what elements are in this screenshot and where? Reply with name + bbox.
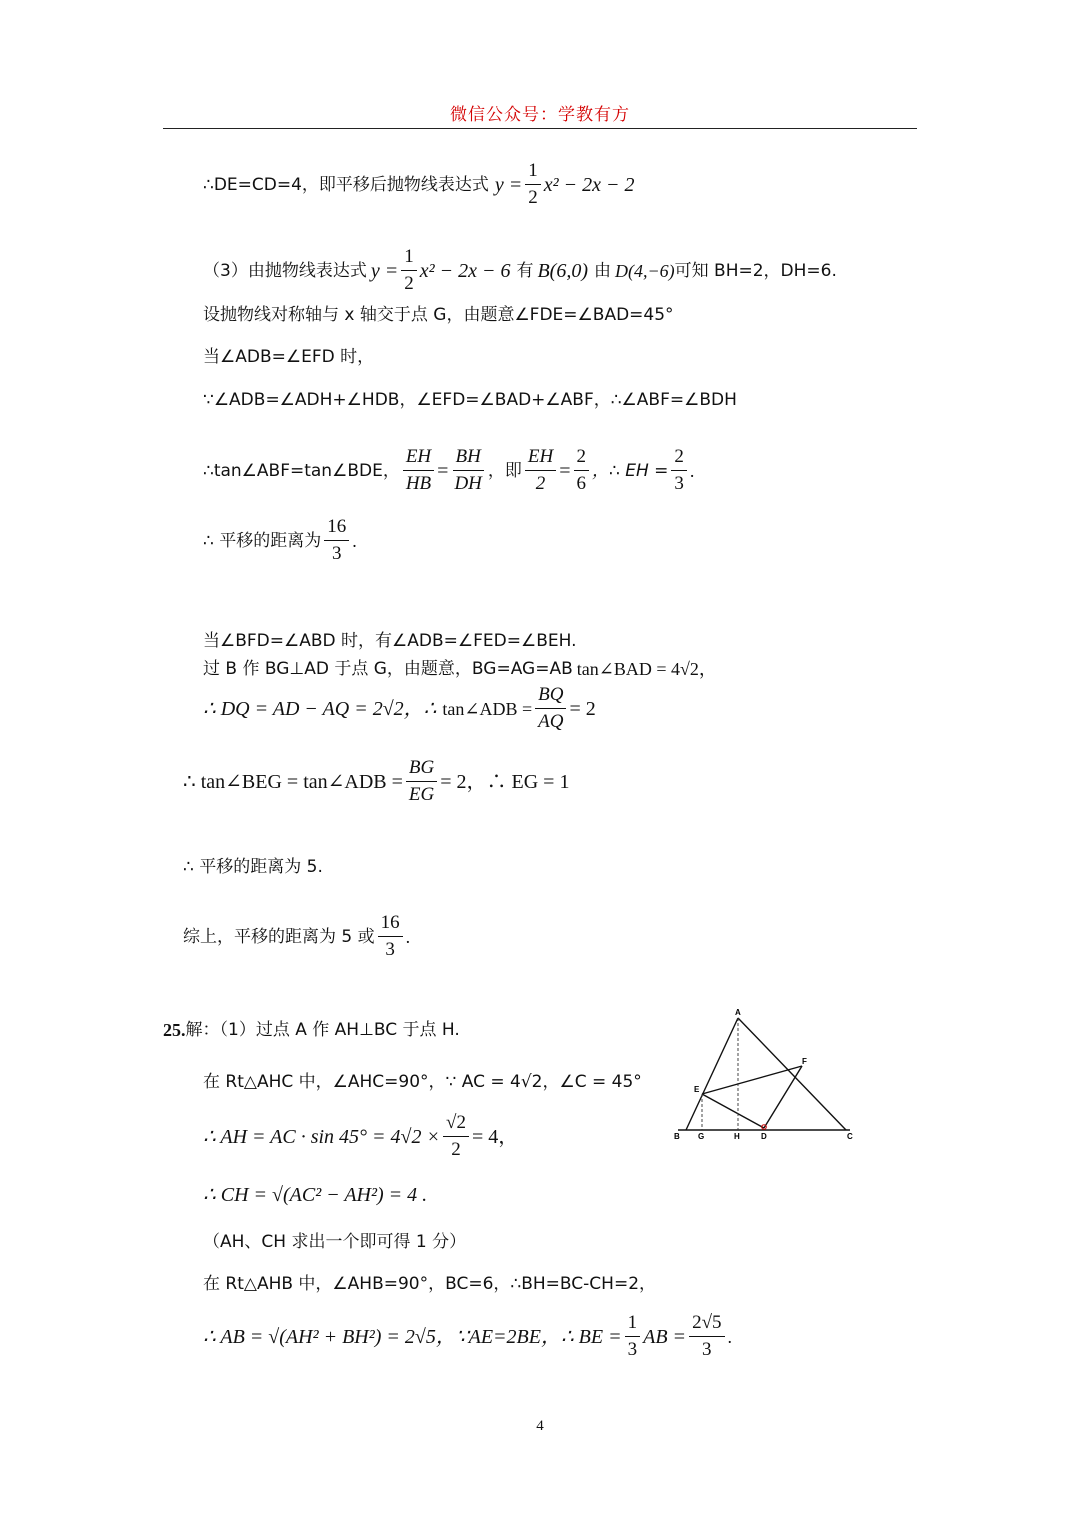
line-2-point-d: D(4,−6): [615, 260, 675, 281]
problem-number: 25.: [163, 1020, 186, 1040]
fraction-half: $\frac{1}{2}$: [525, 160, 541, 209]
line-11-tail: = 2，∴ EG = 1: [440, 770, 570, 793]
segment-ac: [738, 1018, 846, 1130]
fraction-16-3-b: $\frac{16}{3}$: [378, 912, 403, 961]
line-2: [203, 246, 837, 295]
line-2-expr-a: y =: [370, 259, 399, 282]
line-18: （AH、CH 求出一个即可得 1 分）: [203, 1232, 467, 1252]
line-3: 设抛物线对称轴与 x 轴交于点 G，由题意∠FDE=∠BAD=45°: [203, 305, 674, 325]
line-10-tan: tan∠ADB =: [442, 698, 533, 719]
line-6: ∴tan∠ABF=tan∠BDE， $\frac{EH}{HB}$ = $\frac{BH}{DH}$ ，即 $\frac{EH}{2}$ = $\frac{2}{6}$ ，∴ EH = $\frac{2}{3}$ .: [203, 446, 695, 494]
line-7-pre: ∴ 平移的距离为: [203, 530, 322, 551]
line-15: 在 Rt△AHC 中，∠AHC=90°，∵ AC = 4√2，∠C = 45°: [203, 1072, 642, 1092]
line-20-mid: AB =: [643, 1325, 687, 1348]
line-8: 当∠BFD=∠ABD 时，有∠ADB=∠FED=∠BEH.: [203, 631, 577, 651]
header-title: 微信公众号：学教有方: [450, 105, 630, 125]
fraction-bh-dh: $\frac{BH}{DH}$: [454, 446, 482, 494]
fraction-2sqrt5-3: $\frac{2√5}{3}$: [689, 1312, 724, 1361]
line-4: 当∠ADB=∠EFD 时，: [203, 347, 375, 367]
line-14: [163, 1018, 460, 1042]
line-2-pre: （3）由抛物线表达式: [203, 260, 367, 281]
fraction-eh-hb: $\frac{EH}{HB}$: [403, 446, 434, 495]
line-16: [203, 1112, 518, 1161]
line-10-tail: = 2: [569, 697, 596, 720]
page-number: 4: [536, 1418, 544, 1434]
line-2-expr-b: x² − 2x − 6: [419, 259, 511, 282]
label-e: E: [694, 1085, 700, 1094]
label-b: B: [674, 1132, 680, 1141]
label-h: H: [734, 1132, 740, 1141]
line-10: [203, 684, 596, 733]
line-1: [203, 160, 635, 209]
line-1-tail: x² − 2x − 2: [543, 173, 635, 196]
line-13-pre: 综上，平移的距离为 5 或: [183, 926, 375, 947]
line-12: ∴ 平移的距离为 5.: [183, 857, 323, 877]
line-16-pre: ∴ AH = AC · sin 45° = 4√2 ×: [203, 1125, 441, 1148]
fraction-eh-2: $\frac{EH}{2}$: [525, 446, 556, 495]
line-9-pre: 过 B 作 BG⊥AD 于点 G，由题意，BG=AG=AB: [203, 659, 573, 679]
line-14-text: 解：（1）过点 A 作 AH⊥BC 于点 H.: [185, 1020, 460, 1040]
line-1-expr: y =: [494, 173, 523, 196]
label-c: C: [847, 1132, 853, 1141]
line-11: [183, 757, 569, 806]
line-5: ∵∠ADB=∠ADH+∠HDB，∠EFD=∠BAD+∠ABF，∴∠ABF=∠BDH: [203, 390, 737, 410]
header-rule: [163, 128, 917, 129]
line-9-tan: tan∠BAD = 4√2，: [576, 659, 717, 679]
triangle-figure: [670, 1008, 870, 1148]
line-11-pre: ∴ tan∠BEG = tan∠ADB =: [183, 770, 403, 793]
line-6-therefore: ，∴ EH =: [592, 460, 669, 481]
line-20-tail: .: [727, 1326, 732, 1347]
fraction-bq-aq: $\frac{BQ}{AQ}$: [535, 684, 566, 733]
fraction-2-6: $\frac{2}{6}$: [574, 446, 590, 495]
fraction-1-3: $\frac{1}{3}$: [625, 1312, 641, 1361]
fraction-half-2: $\frac{1}{2}$: [401, 246, 417, 295]
fraction-bg-eg: $\frac{BG}{EG}$: [406, 757, 437, 806]
fraction-2-3: $\frac{2}{3}$: [671, 446, 687, 495]
label-a: A: [735, 1008, 741, 1017]
line-2-mid1: 有: [516, 260, 534, 281]
label-f: F: [802, 1057, 807, 1066]
line-2-mid2: 由: [594, 260, 611, 281]
line-17: ∴ CH = √(AC² − AH²) = 4 .: [203, 1184, 428, 1206]
fraction-sqrt2-2: $\frac{√2}{2}$: [443, 1112, 469, 1161]
line-20: [203, 1312, 732, 1361]
segment-ed: [702, 1094, 764, 1128]
line-2-point-b: B(6,0): [537, 259, 588, 282]
label-g: G: [698, 1132, 705, 1141]
line-19: 在 Rt△AHB 中，∠AHB=90°，BC=6，∴BH=BC-CH=2，: [203, 1274, 657, 1294]
line-1-text: ∴DE=CD=4，即平移后抛物线表达式: [203, 174, 489, 195]
line-13: 综上，平移的距离为 5 或 $\frac{16}{3}$ .: [183, 912, 411, 960]
label-d: D: [761, 1132, 767, 1141]
line-20-pre: ∴ AB = √(AH² + BH²) = 2√5，∵AE=2BE，∴ BE =: [203, 1325, 622, 1348]
line-6-pre: ∴tan∠ABF=tan∠BDE，: [203, 460, 400, 481]
line-2-tail: 可知 BH=2，DH=6.: [674, 260, 837, 281]
line-9: [203, 657, 717, 681]
line-10-pre: ∴ DQ = AD − AQ = 2√2，∴: [203, 697, 437, 720]
line-6-mid: ，即: [487, 460, 522, 481]
segment-ab: [686, 1018, 738, 1130]
line-16-tail: = 4，: [471, 1125, 519, 1148]
fraction-16-3: $\frac{16}{3}$: [324, 516, 349, 565]
line-7: ∴ 平移的距离为 $\frac{16}{3}$ .: [203, 516, 357, 564]
